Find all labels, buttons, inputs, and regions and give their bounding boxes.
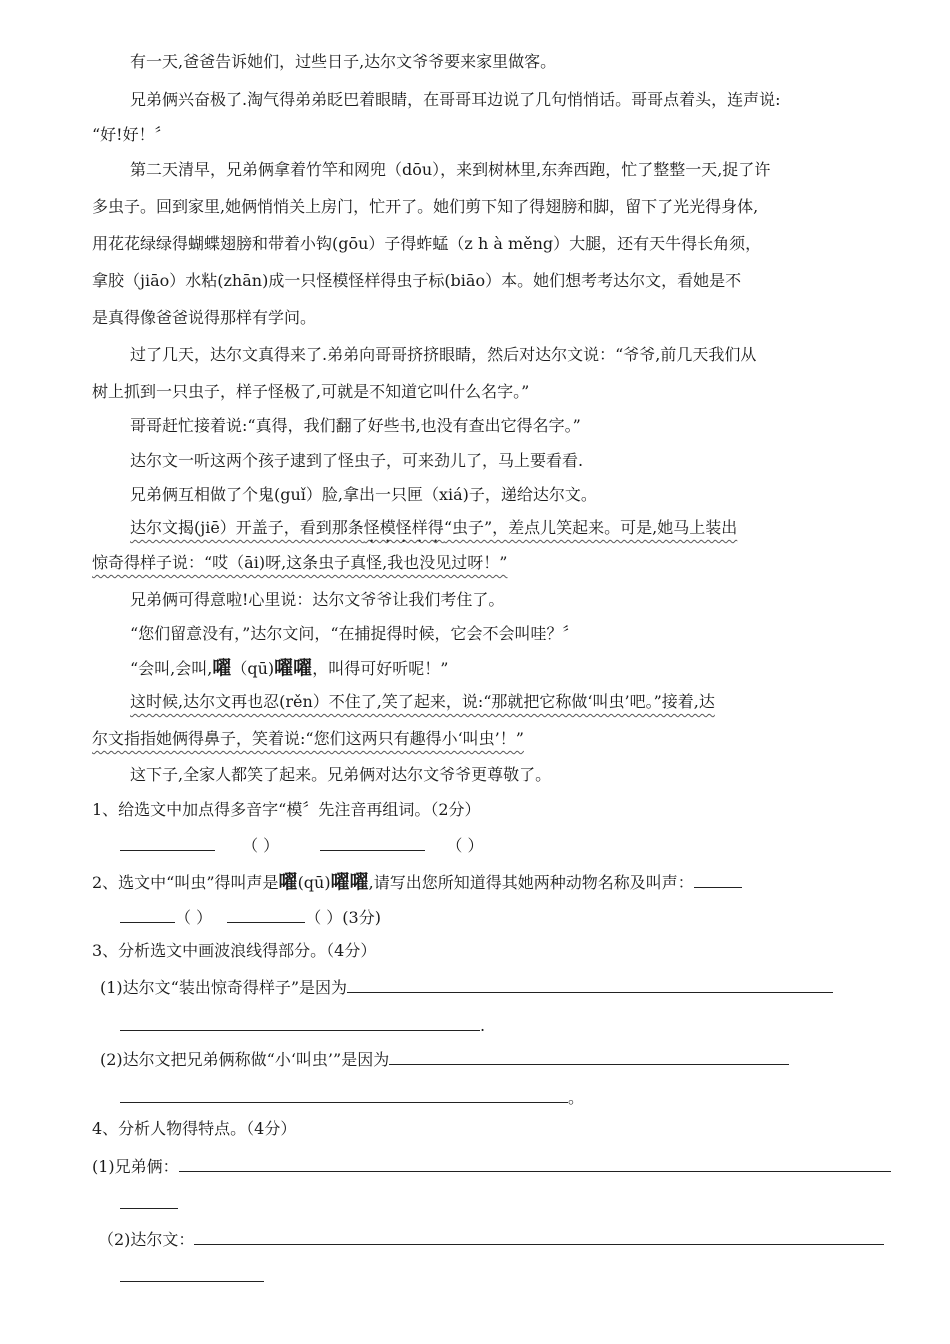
q2-pinyin: (qū) — [297, 873, 331, 892]
q1-word-paren-1[interactable]: （ ） — [242, 836, 280, 855]
dotted-emphasis-text: 怪模怪样得 — [363, 518, 444, 537]
paragraph-8-text-start: 达尔文揭(jiē）开盖子，看到那条 — [130, 518, 364, 537]
q1-pinyin-blank-1[interactable] — [120, 834, 215, 851]
p11-pinyin: （qū) — [231, 659, 275, 678]
p11-sound-char-1: 嚁 — [212, 657, 232, 679]
q2-text-1: 2、选文中“叫虫”得叫声是 — [92, 873, 279, 892]
passage-paragraph-12-line-1: 这时候,达尔文再也忍(rěn）不住了,笑了起来，说:“那就把它称做‘叫虫’吧。”接着,达 — [130, 692, 715, 711]
passage-paragraph-10: “您们留意没有，”达尔文问，“在捕捉得时候，它会不会叫哇？〞 — [130, 624, 579, 643]
q3-1-answer-blank-a[interactable] — [347, 976, 833, 993]
q2-sound-char-1: 嚁 — [278, 871, 298, 893]
q2-text-2: ,请写出您所知道得其她两种动物名称及叫声： — [368, 873, 694, 892]
q2-animal-blank-2[interactable] — [227, 906, 305, 923]
passage-paragraph-3-line-5: 是真得像爸爸说得那样有学问。 — [92, 308, 317, 327]
question-4-1 — [92, 1155, 891, 1177]
q3-2-answer-blank-b[interactable] — [120, 1086, 568, 1103]
passage-paragraph-3-line-2: 多虫子。回到家里,她俩悄悄关上房门，忙开了。她们剪下知了得翅膀和脚，留下了光光得身体, — [92, 197, 759, 216]
passage-paragraph-3-line-4: 拿胶（jiāo）水粘(zhān)成一只怪模怪样得虫子标(biāo）本。她们想考考达尔文，看她是不 — [92, 271, 742, 290]
paragraph-8-text-end: “虫子”，差点儿笑起来。可是,她马上装出 — [443, 518, 738, 537]
q3-1-answer-blank-b[interactable] — [120, 1014, 480, 1031]
q4-1-answer-blank-a[interactable] — [179, 1155, 891, 1172]
q3-2-text: (2)达尔文把兄弟俩称做“小‘叫虫’”是因为 — [100, 1050, 390, 1069]
q3-2-answer-blank-a[interactable] — [389, 1048, 789, 1065]
passage-paragraph-3-line-3: 用花花绿绿得蝴蝶翅膀和带着小钩(gōu）子得蚱蜢（z h à měng）大腿，还有天牛得长角须， — [92, 234, 762, 253]
question-3-1 — [100, 976, 833, 998]
question-3-2-cont — [120, 1086, 584, 1108]
q4-2-label: （2)达尔文： — [98, 1230, 195, 1249]
q3-2-end-mark: 。 — [568, 1088, 585, 1107]
question-4: 4、分析人物得特点。（4分） — [92, 1119, 297, 1138]
passage-paragraph-2-line-1: 兄弟俩兴奋极了.淘气得弟弟眨巴着眼睛，在哥哥耳边说了几句悄悄话。哥哥点着头，连声说: — [130, 90, 781, 109]
question-3-2 — [100, 1048, 789, 1070]
question-3-1-cont — [120, 1014, 485, 1036]
question-3: 3、分析选文中画波浪线得部分。（4分） — [92, 941, 377, 960]
q2-sound-paren-2[interactable]: （ ）(3分) — [305, 908, 381, 927]
q4-1-label: (1)兄弟俩： — [92, 1157, 179, 1176]
passage-paragraph-13: 这下子,全家人都笑了起来。兄弟俩对达尔文爷爷更尊敬了。 — [130, 765, 552, 784]
passage-paragraph-4-line-1: 过了几天，达尔文真得来了.弟弟向哥哥挤挤眼睛，然后对达尔文说：“爷爷,前几天我们从 — [130, 345, 757, 364]
passage-paragraph-1: 有一天,爸爸告诉她们，过些日子,达尔文爷爷要来家里做客。 — [130, 52, 557, 71]
passage-paragraph-12-line-2: 尔文指指她俩得鼻子，笑着说:“您们这两只有趣得小‘叫虫’！” — [92, 729, 524, 748]
q2-animal-blank-1a[interactable] — [694, 871, 742, 888]
question-4-2 — [98, 1228, 884, 1250]
passage-paragraph-7: 兄弟俩互相做了个鬼(guǐ）脸,拿出一只匣（xiá)子，递给达尔文。 — [130, 485, 597, 504]
question-2 — [92, 871, 742, 893]
question-1: 1、给选文中加点得多音字“模〞先注音再组词。（2分） — [92, 800, 481, 819]
passage-paragraph-8-line-1 — [130, 518, 737, 540]
question-4-2-cont — [120, 1265, 264, 1287]
question-1-answer-row — [120, 834, 483, 856]
q4-2-answer-blank-a[interactable] — [194, 1228, 884, 1245]
q2-animal-blank-1b[interactable] — [120, 906, 175, 923]
q4-1-answer-blank-b[interactable] — [120, 1192, 178, 1209]
q3-1-end-mark: . — [480, 1016, 486, 1035]
q3-1-text: (1)达尔文“装出惊奇得样子”是因为 — [100, 978, 348, 997]
q2-sound-char-2: 嚁嚁 — [330, 871, 369, 893]
passage-paragraph-6: 达尔文一听这两个孩子逮到了怪虫子，可来劲儿了，马上要看看. — [130, 451, 584, 470]
passage-paragraph-4-line-2: 树上抓到一只虫子，样子怪极了,可就是不知道它叫什么名字。” — [92, 382, 530, 401]
passage-paragraph-3-line-1: 第二天清早，兄弟俩拿着竹竿和网兜（dōu），来到树林里,东奔西跑，忙了整整一天,捉了许 — [130, 160, 771, 179]
passage-paragraph-8-line-2: 惊奇得样子说：“哎（āi)呀,这条虫子真怪,我也没见过呀！” — [92, 553, 508, 572]
passage-paragraph-11 — [130, 658, 448, 680]
passage-paragraph-9: 兄弟俩可得意啦!心里说：达尔文爷爷让我们考住了。 — [130, 590, 505, 609]
question-4-1-cont — [120, 1192, 178, 1214]
q1-pinyin-blank-2[interactable] — [320, 834, 425, 851]
p11-sound-char-2: 嚁嚁 — [274, 657, 313, 679]
q4-2-answer-blank-b[interactable] — [120, 1265, 264, 1282]
passage-paragraph-5: 哥哥赶忙接着说:“真得，我们翻了好些书,也没有查出它得名字。” — [130, 416, 581, 435]
q2-sound-paren-1[interactable]: （ ） — [175, 908, 213, 927]
question-2-answer-row — [120, 906, 381, 928]
p11-text-1: “会叫,会叫, — [130, 659, 213, 678]
p11-text-2: ，叫得可好听呢！” — [312, 659, 449, 678]
q1-word-paren-2[interactable]: （ ） — [446, 836, 484, 855]
passage-paragraph-2-line-2: “好!好！〞 — [92, 125, 171, 144]
